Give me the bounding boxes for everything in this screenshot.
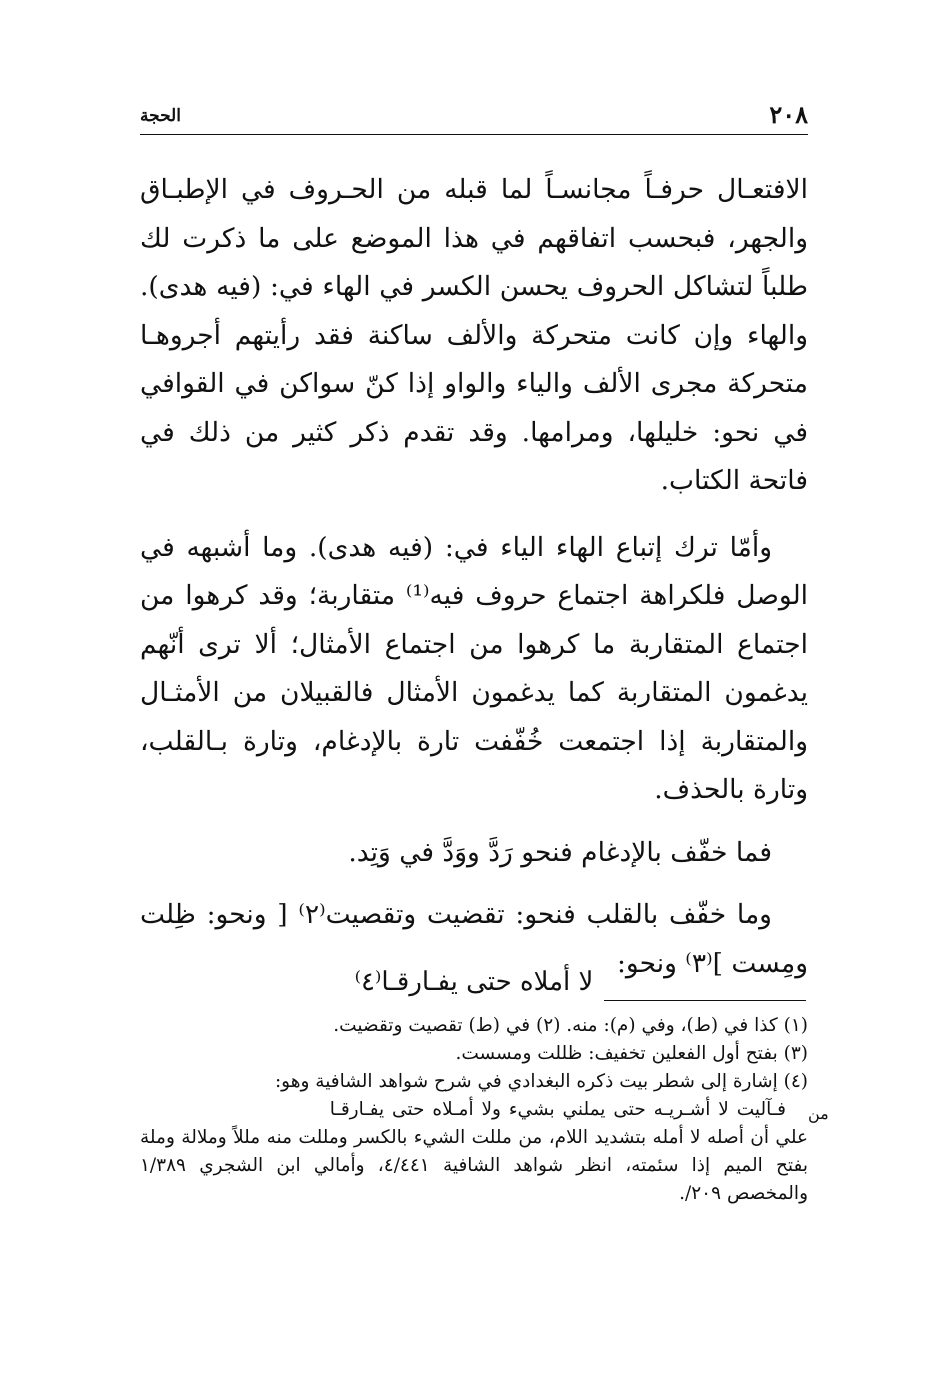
footnote: (٣) بفتح أول الفعلين تخفيف: ظللت ومسست. [455, 1043, 808, 1064]
margin-note: من [808, 1104, 829, 1123]
footnote: علي أن أصله لا أمله بتشديد اللام، من مللت الشيء بالكسر ومللت منه مللاً وملالة وملة بفتح الميم إذا سئمته، انظر شواهد الشافية ٤/٤٤١، وأمالي ابن الشجري ١/٣٨٩ والمخصص ٢٠٩/. [140, 1127, 808, 1204]
paragraph: الافتعـال حرفـاً مجانسـاً لما قبله من الحـروف في الإطبـاق والجهر، فبحسب اتفاقهم في هذا الموضع على ما ذكرت لك طلباً لتشاكل الحروف يحسن الكسر في الهاء في: (فيه هدى). والهاء وإن كانت متحركة والألف ساكنة فقد رأيتهم أجروهـا متحركة مجرى الألف والياء والواو إذا كنّ سواكن في القوافي في نحو: خليلها، ومرامها. وقد تقدم ذكر كثير من ذلك في فاتحة الكتاب. [140, 174, 808, 496]
paragraph: وأمّا ترك إتباع الهاء الياء في: (فيه هدى). وما أشبهه في الوصل فلكراهة اجتماع حروف فيه⁽¹⁾ متقاربة؛ وقد كرهوا من اجتماع المتقاربة ما كرهوا من اجتماع الأمثال؛ ألا ترى أنّهم يدغمون المتقاربة كما يدغمون الأمثال فالقبيلان من الأمثـال والمتقاربة إذا اجتمعت خُفّفت تارة بالإدغام، وتارة بـالقلب، وتارة بالحذف. [140, 531, 809, 805]
verse-line: لا أملاه حتى يفـارقـا⁽٤⁾ [354, 967, 594, 997]
page-header [140, 98, 808, 135]
footnote: (٤) إشارة إلى شطر بيت ذكره البغدادي في شرح شواهد الشافية وهو: [274, 1071, 808, 1092]
main-text [140, 166, 808, 988]
paragraph: فما خفّف بالإدغام فنحو رَدَّ ووَدَّ في وَتِد. [348, 836, 772, 868]
paragraph: وما خفّف بالقلب فنحو: تقضيت وتقصيت⁽٢⁾ [ ونحو: ظِلت ومِست ]⁽٣⁾ ونحو: [140, 899, 808, 979]
page-number: ٢٠٨ [769, 100, 808, 129]
footnote-separator [604, 1000, 806, 1001]
footnote: (١) كذا في (ط)، وفي (م): منه. (٢) في (ط) تقصيت وتقضيت. [333, 1015, 808, 1036]
footnote-verse: فـآليت لا أشـريـه حتى يملني بشيء ولا أمـلاه حتى يفـارقـا [329, 1099, 786, 1120]
footnotes [140, 1012, 808, 1208]
running-title: الحجة [140, 106, 181, 126]
